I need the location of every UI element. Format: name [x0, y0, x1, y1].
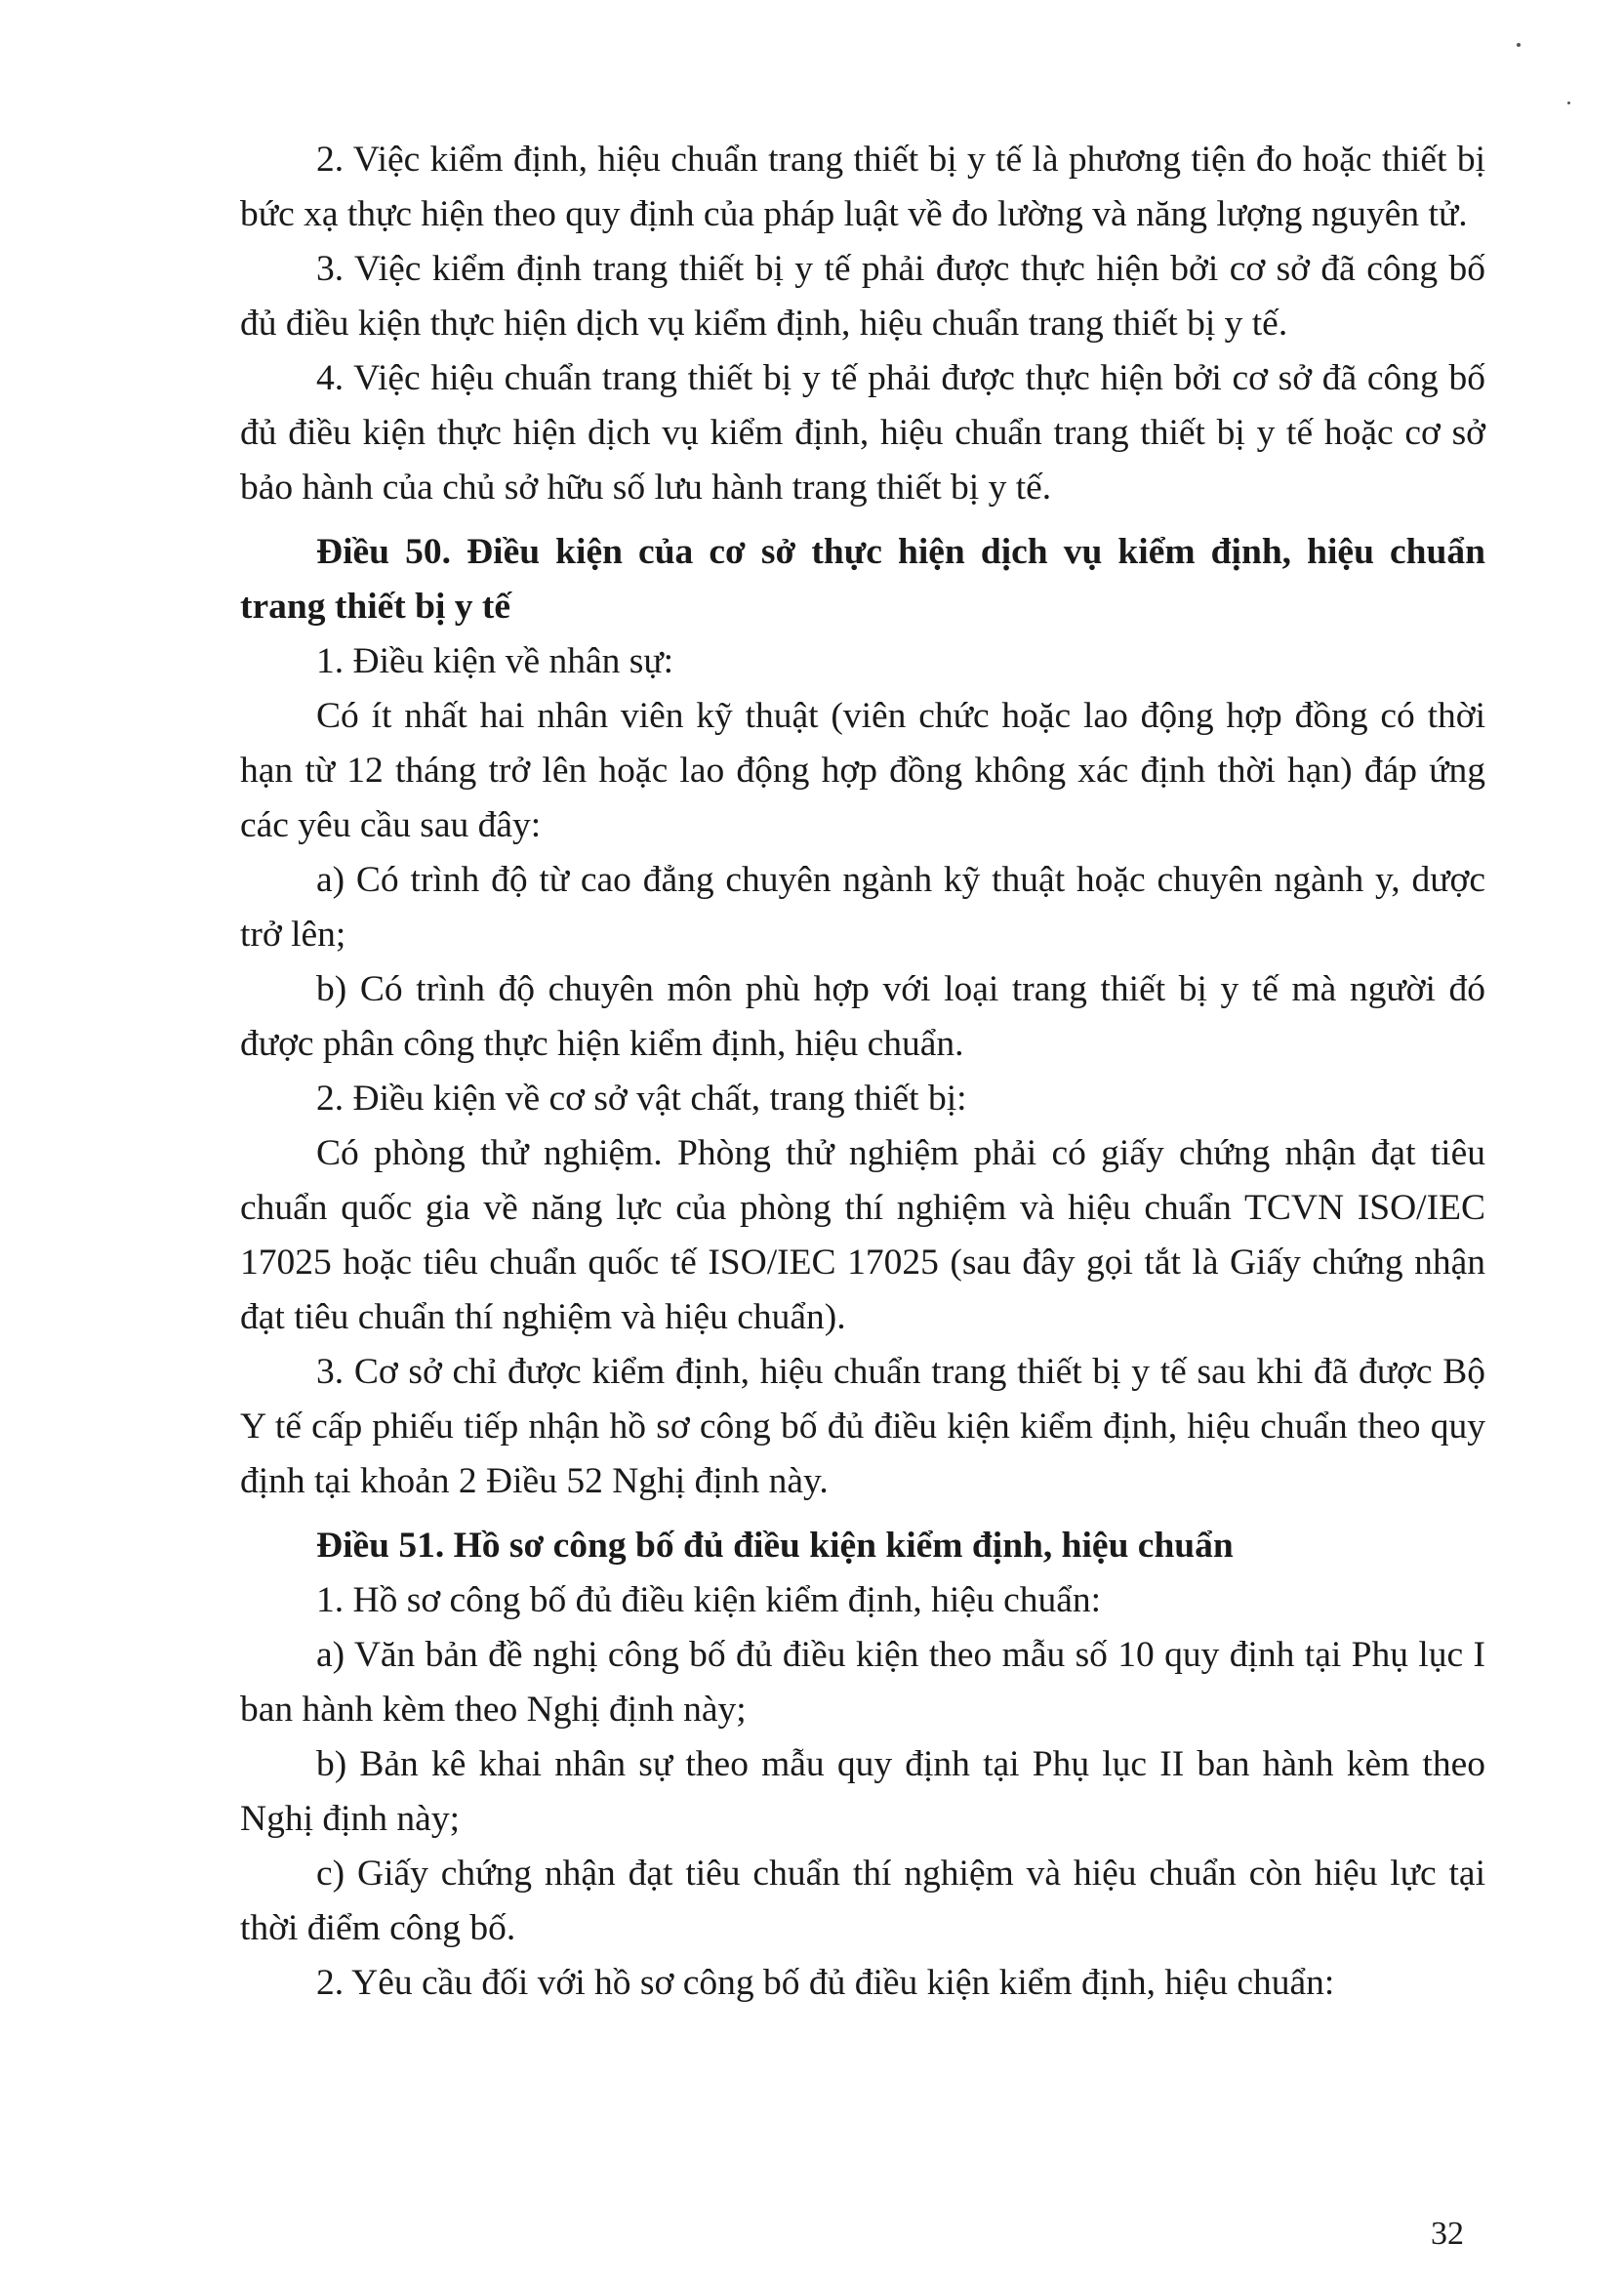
paragraph: b) Có trình độ chuyên môn phù hợp với loại trang thiết bị y tế mà người đó được phân công thực hiện kiểm định, hiệu chuẩn. — [240, 969, 1485, 1064]
page-number: 32 — [1431, 2216, 1464, 2252]
paragraph: 1. Điều kiện về nhân sự: — [316, 641, 674, 681]
paragraph: 2. Điều kiện về cơ sở vật chất, trang thiết bị: — [316, 1079, 967, 1119]
paragraph: 2. Yêu cầu đối với hồ sơ công bố đủ điều kiện kiểm định, hiệu chuẩn: — [316, 1963, 1335, 2003]
paragraph: 3. Việc kiểm định trang thiết bị y tế phải được thực hiện bởi cơ sở đã công bố đủ điều kiện thực hiện dịch vụ kiểm định, hiệu chuẩn trang thiết bị y tế. — [240, 249, 1485, 344]
paragraph: b) Bản kê khai nhân sự theo mẫu quy định tại Phụ lục II ban hành kèm theo Nghị định này; — [240, 1744, 1485, 1839]
paragraph: 3. Cơ sở chỉ được kiểm định, hiệu chuẩn trang thiết bị y tế sau khi đã được Bộ Y tế cấp phiếu tiếp nhận hồ sơ công bố đủ điều kiện kiểm định, hiệu chuẩn theo quy định tại khoản 2 Điều 52 Nghị định này. — [240, 1352, 1485, 1501]
paragraph: a) Có trình độ từ cao đẳng chuyên ngành kỹ thuật hoặc chuyên ngành y, dược trở lên; — [240, 860, 1485, 955]
document-body — [240, 133, 1485, 2011]
paragraph: Có ít nhất hai nhân viên kỹ thuật (viên chức hoặc lao động hợp đồng có thời hạn từ 12 tháng trở lên hoặc lao động hợp đồng không xác định thời hạn) đáp ứng các yêu cầu sau đây: — [240, 696, 1485, 845]
article-heading-51: Điều 51. Hồ sơ công bố đủ điều kiện kiểm định, hiệu chuẩn — [316, 1526, 1234, 1566]
paragraph: 1. Hồ sơ công bố đủ điều kiện kiểm định, hiệu chuẩn: — [316, 1580, 1102, 1620]
paragraph: 4. Việc hiệu chuẩn trang thiết bị y tế phải được thực hiện bởi cơ sở đã công bố đủ điều kiện thực hiện dịch vụ kiểm định, hiệu chuẩn trang thiết bị y tế hoặc cơ sở bảo hành của chủ sở hữu số lưu hành trang thiết bị y tế. — [240, 358, 1485, 508]
article-heading-50: Điều 50. Điều kiện của cơ sở thực hiện dịch vụ kiểm định, hiệu chuẩn trang thiết bị y tế — [240, 532, 1485, 627]
scan-speck — [1517, 43, 1521, 47]
paragraph: Có phòng thử nghiệm. Phòng thử nghiệm phải có giấy chứng nhận đạt tiêu chuẩn quốc gia về năng lực của phòng thí nghiệm và hiệu chuẩn TCVN ISO/IEC 17025 hoặc tiêu chuẩn quốc tế ISO/IEC 17025 (sau đây gọi tắt là Giấy chứng nhận đạt tiêu chuẩn thí nghiệm và hiệu chuẩn). — [240, 1133, 1485, 1337]
scan-speck — [1567, 102, 1570, 104]
paragraph: 2. Việc kiểm định, hiệu chuẩn trang thiết bị y tế là phương tiện đo hoặc thiết bị bức xạ thực hiện theo quy định của pháp luật về đo lường và năng lượng nguyên tử. — [240, 140, 1485, 234]
paragraph: a) Văn bản đề nghị công bố đủ điều kiện theo mẫu số 10 quy định tại Phụ lục I ban hành kèm theo Nghị định này; — [240, 1635, 1485, 1730]
paragraph: c) Giấy chứng nhận đạt tiêu chuẩn thí nghiệm và hiệu chuẩn còn hiệu lực tại thời điểm công bố. — [240, 1854, 1485, 1948]
